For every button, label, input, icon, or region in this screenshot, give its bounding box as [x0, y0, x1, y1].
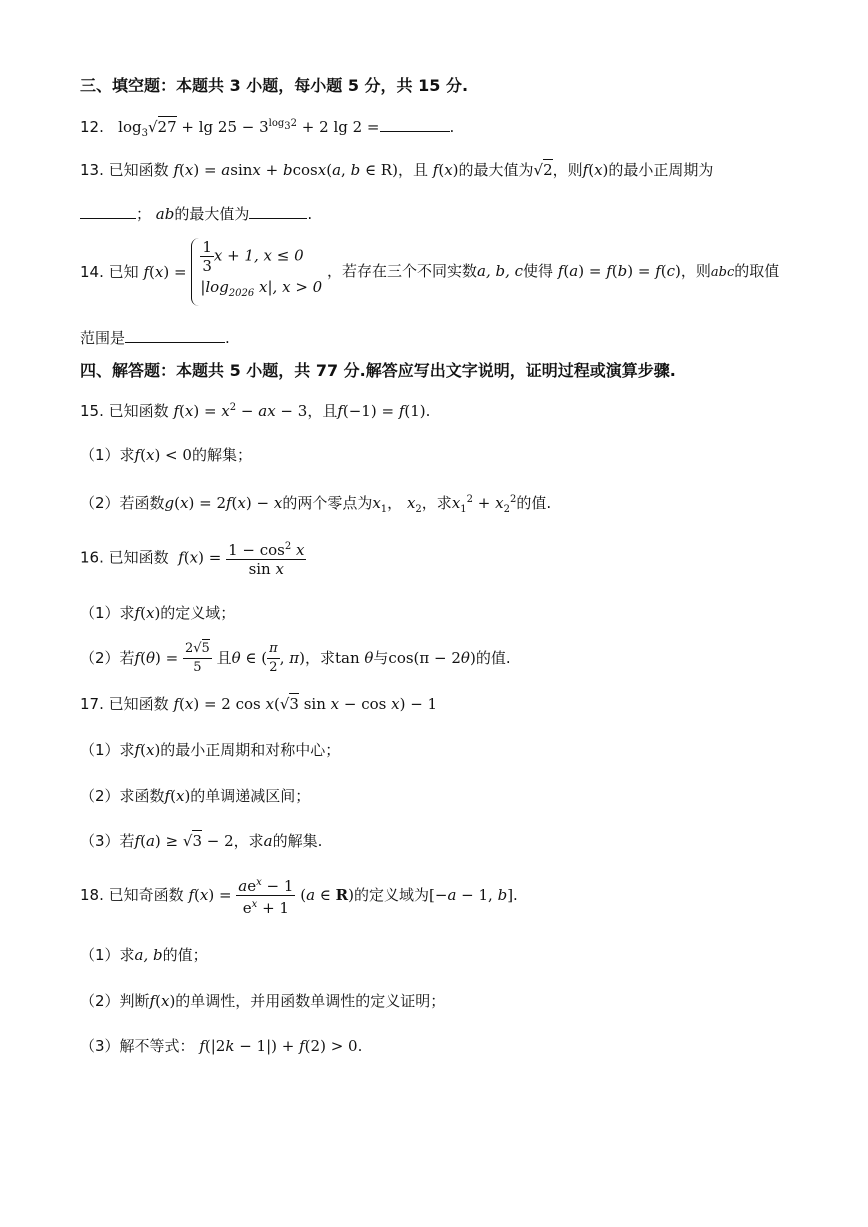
q13-answer-blank-2[interactable]: [249, 202, 307, 219]
q13-function: f(x) = asinx + bcosx(a, b ∈ R): [173, 161, 398, 179]
q13-answer-blank-1[interactable]: [80, 202, 136, 219]
question-18-part-2: （2）判断f(x)的单调性，并用函数单调性的定义证明；: [80, 992, 446, 1010]
question-18-part-3: （3）解不等式： f(|2k − 1|) + f(2) > 0.: [80, 1037, 363, 1055]
q12-expression: $\log_3√27 + \lg 25 - 3^{log_32} + 2$ lg 2 =: [108, 118, 380, 139]
question-17-part-2: （2）求函数f(x)的单调递减区间；: [80, 787, 311, 805]
q12-answer-blank[interactable]: [380, 115, 450, 132]
q12-number: 12.: [80, 118, 104, 136]
question-14: 14. 已知 f(x) = $\frac{1}{3}$ x + 1, x ≤ 0 $|\log_{2026}$ x|, x > 0 ，若存在三个不同实数a, b, c使得 f(a) = f(b) = f(c)，则abc的取值: [80, 238, 808, 308]
question-17-part-1: （1）求f(x)的最小正周期和对称中心；: [80, 741, 341, 759]
section-3-heading: 三、填空题：本题共 3 小题，每小题 5 分，共 15 分.: [80, 76, 469, 95]
q14-piecewise: $\frac{1}{3}$ x + 1, x ≤ 0 $|\log_{2026}$ x|, x > 0: [191, 238, 322, 306]
question-15-part-1: （1）求f(x) < 0的解集；: [80, 446, 252, 464]
question-16: 16. 已知函数 f(x) = $\frac{1 - \cos^2 x}{\text{sin x}}$: [80, 538, 808, 580]
question-18-part-1: （1）求a, b的值；: [80, 946, 208, 964]
question-13-cont: ； ab的最大值为 .: [80, 202, 808, 224]
question-17: 17. 已知函数 f(x) = 2 cos x(√3 sin x − cos x) − 1: [80, 695, 438, 713]
question-12: 12. $\log_3√27 + \lg 25 - 3^{log_32} + 2$ lg 2 = .: [80, 114, 808, 144]
section-4-heading: 四、解答题：本题共 5 小题，共 77 分.解答应写出文字说明，证明过程或演算步骤.: [80, 361, 676, 380]
question-17-part-3: （3）若f(a) ≥ √3 − 2，求a的解集.: [80, 832, 323, 850]
q14-answer-blank[interactable]: [125, 326, 225, 343]
question-14-cont: 范围是 .: [80, 326, 808, 348]
question-18: 18. 已知奇函数 f(x) = $\frac{ae^x - 1}{e^x + 1}$ (a ∈ R)的定义域为[−a − 1, b].: [80, 874, 808, 918]
q16-fraction: $\frac{1 - \cos^2 x}{\text{sin x}}$: [226, 538, 306, 578]
question-16-part-1: （1）求f(x)的定义域；: [80, 604, 236, 622]
question-16-part-2: （2）若f(θ) = $\frac{2√5}{5}$ 且θ ∈ ( $\frac{\pi}{2}$ , π)，求tan θ与cos(π − 2θ)的值.: [80, 641, 511, 675]
q18-fraction: $\frac{ae^x - 1}{e^x + 1}$: [236, 874, 295, 917]
question-15-part-2: （2）若函数g(x) = 2f(x) − x的两个零点为$x_1$， $x_2$，求$x_1^2 + x_2^2$的值.: [80, 494, 552, 515]
question-13: 13. 已知函数 f(x) = asinx + bcosx(a, b ∈ R)，且 f(x)的最大值为√2，则f(x)的最小正周期为: [80, 161, 714, 179]
question-15: 15. 已知函数 $f(x) = x^2$ − ax − 3，且f(−1) = f(1).: [80, 402, 431, 420]
